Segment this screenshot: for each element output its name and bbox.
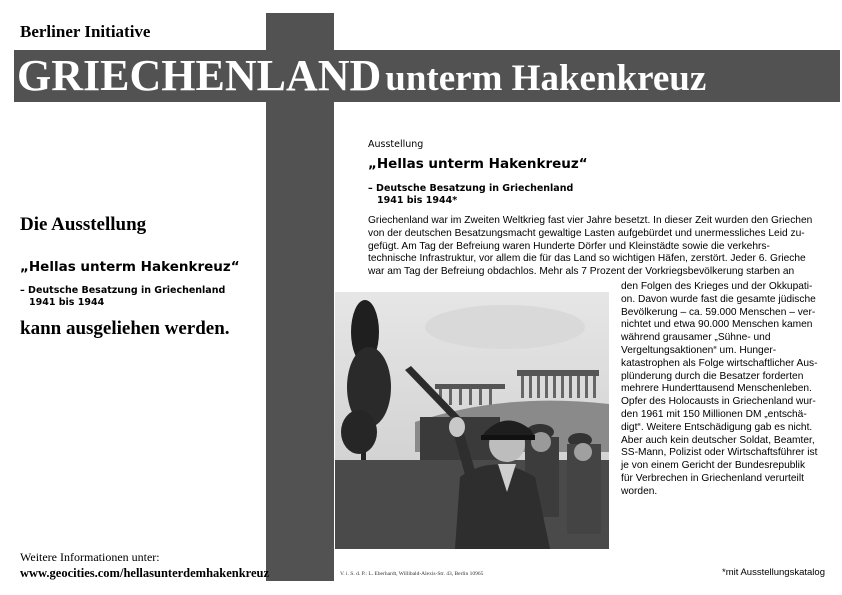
column-line: den Folgen des Krieges und der Okkupati- — [621, 281, 813, 292]
body-text-top — [368, 215, 828, 279]
body-text-column — [621, 281, 829, 499]
headline-rest: unterm Hakenkreuz — [385, 58, 707, 99]
left-heading: Die Ausstellung — [20, 214, 147, 235]
column-line: mehrere Hunderttausend Menschenleben. — [621, 383, 812, 395]
column-line: Vergeltungsaktionen“ um. Hunger- — [621, 344, 777, 356]
right-subtitle-line1: – Deutsche Besatzung in Griechenland — [368, 183, 574, 194]
initiative-label: Berliner Initiative — [20, 22, 151, 41]
body-line: Griechenland war im Zweiten Weltkrieg fast vier Jahre besetzt. In dieser Zeit wurden den Griechen — [368, 215, 813, 226]
column-line: für Verbrechen in Griechenland verurteilt — [621, 472, 804, 484]
photo-cloud — [425, 305, 585, 349]
column-line: Bevölkerung – ca. 59.000 Menschen – ver- — [621, 306, 816, 318]
right-exhibition-title: „Hellas unterm Hakenkreuz“ — [368, 156, 588, 172]
column-line: plünderung durch die Besatzer forderten — [621, 370, 804, 382]
column-line: je von einem Gericht der Bundesrepublik — [621, 460, 806, 472]
column-line: katastrophen als Folge wirtschaftlicher Aus- — [621, 357, 818, 369]
column-line: digt“. Weitere Entschädigung gab es nicht. — [621, 421, 813, 433]
info-url[interactable]: www.geocities.com/hellasunterdemhakenkreuz — [20, 566, 270, 580]
column-line: nichtet und etwa 90.000 Menschen kamen — [621, 319, 813, 331]
column-line: während grausamer „Sühne- und — [621, 332, 771, 344]
body-line: war am Tag der Befreiung obdachlos. Mehr als 7 Prozent der Vorkriegsbevölkerung starben an — [368, 266, 795, 278]
column-line: den 1961 mit 150 Millionen DM „entschä- — [621, 408, 807, 420]
left-subtitle-line2: 1941 bis 1944 — [29, 297, 105, 308]
left-subtitle-line1: – Deutsche Besatzung in Griechenland — [20, 285, 226, 296]
headline — [17, 52, 706, 110]
info-label: Weitere Informationen unter: — [20, 550, 160, 564]
right-subtitle — [368, 183, 573, 207]
imprint: V. i. S. d. P.: L. Eberhardt, Willibald-Alexis-Str. 43, Berlin 10965 — [340, 571, 484, 577]
body-line: von der deutschen Besatzungsmacht gewaltige Lasten aufgebürdet und unermessliches Leid zu- — [368, 227, 805, 239]
left-exhibition-title: „Hellas unterm Hakenkreuz“ — [20, 259, 240, 275]
right-subtitle-line2: 1941 bis 1944* — [377, 195, 458, 206]
headline-main: GRIECHENLAND — [17, 51, 382, 100]
catalog-footnote: *mit Ausstellungskatalog — [722, 567, 825, 578]
right-label: Ausstellung — [368, 139, 424, 150]
column-line: worden. — [621, 485, 658, 497]
photo-officer — [449, 417, 550, 549]
left-closing: kann ausgeliehen werden. — [20, 318, 230, 339]
column-line: SS-Mann, Polizist oder Wirtschaftsführer ist — [621, 447, 818, 459]
column-line: on. Davon wurde fast die gesamte jüdische — [621, 293, 816, 305]
left-subtitle — [20, 285, 225, 309]
body-line: technische Infrastruktur, vor allem die für das Land so wichtigen Häfen, zerstört. Jeder 6. Grieche — [368, 253, 806, 265]
historical-photo — [335, 292, 609, 549]
body-line: gefügt. Am Tag der Befreiung waren Hunderte Dörfer und Kleinstädte sowie die verkehrs- — [368, 240, 770, 252]
column-line: Aber auch kein deutscher Soldat, Beamter, — [621, 434, 815, 446]
column-line: Opfer des Holocausts in Griechenland wur- — [621, 396, 816, 408]
